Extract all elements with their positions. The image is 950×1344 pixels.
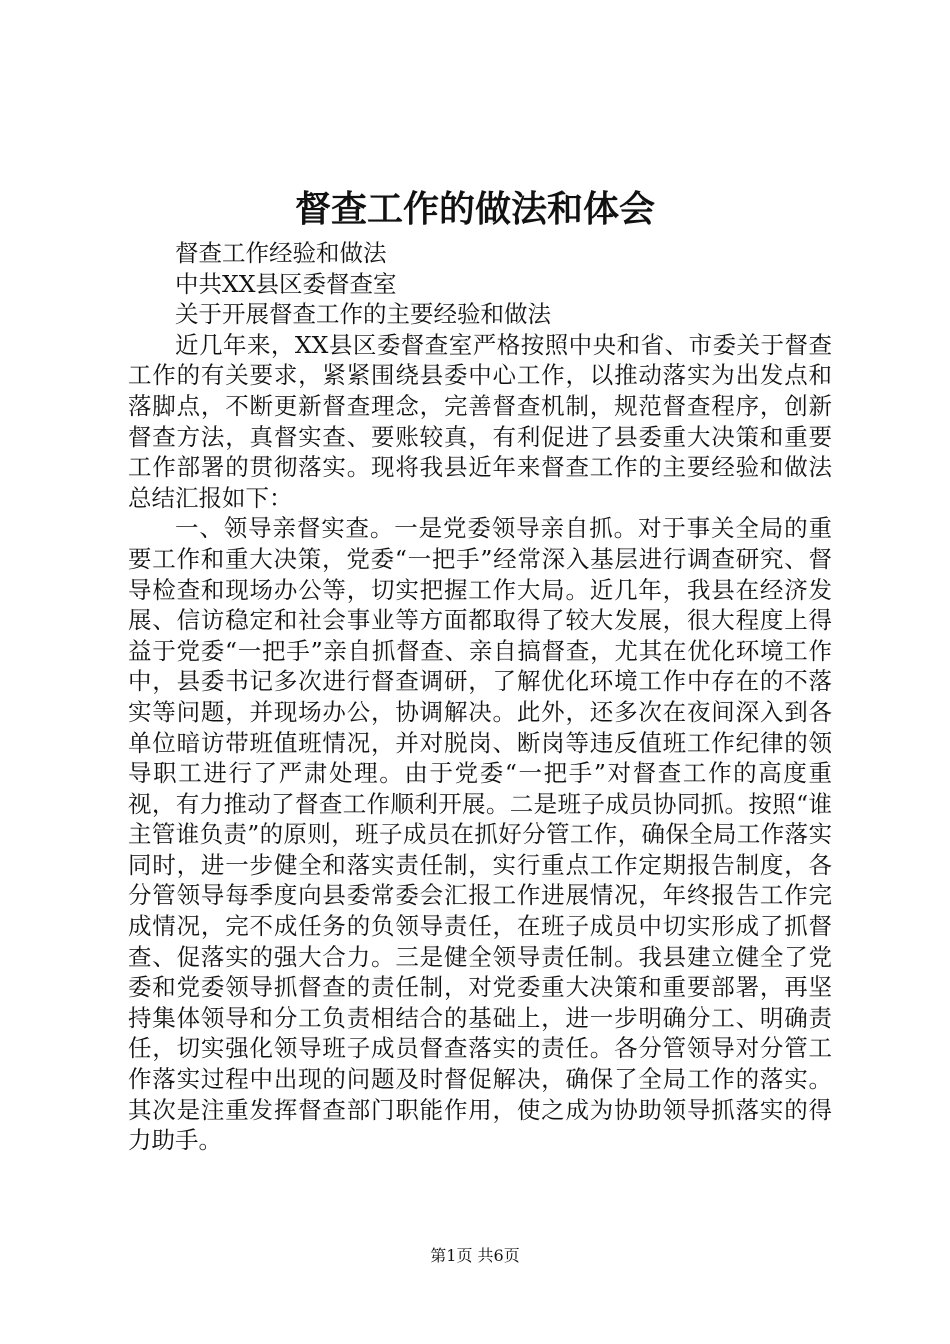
paragraph-intro: 近几年来，XX县区委督查室严格按照中央和省、市委关于督查工作的有关要求，紧紧围绕县委中心工作，以推动落实为出发点和落脚点，不断更新督查理念，完善督查机制，规范督查程序，创新督查方法，真督实查、要账较真，有利促进了县委重大决策和重要工作部署的贯彻落实。现将我县近年来督查工作的主要经验和做法总结汇报如下： (128, 330, 832, 512)
document-body (128, 238, 832, 1156)
document-title: 督查工作的做法和体会 (294, 188, 655, 230)
paragraph-subtitle: 督查工作经验和做法 (175, 239, 387, 267)
page-footer: 第1页 共6页 (430, 1246, 520, 1265)
paragraph-author: 中共XX县区委督查室 (175, 269, 397, 298)
paragraph-heading: 关于开展督查工作的主要经验和做法 (175, 300, 551, 329)
paragraph-section-one: 一、领导亲督实查。一是党委领导亲自抓。对于事关全局的重要工作和重大决策，党委“一把手”经常深入基层进行调查研究、督导检查和现场办公等，切实把握工作大局。近几年，我县在经济发展、信访稳定和社会事业等方面都取得了较大发展，很大程度上得益于党委“一把手”亲自抓督查、亲自搞督查，尤其在优化环境工作中，县委书记多次进行督查调研，了解优化环境工作中存在的不落实等问题，并现场办公，协调解决。此外，还多次在夜间深入到各单位暗访带班值班情况，并对脱岗、断岗等违反值班工作纪律的领导职工进行了严肃处理。由于党委“一把手”对督查工作的高度重视，有力推动了督查工作顺利开展。二是班子成员协同抓。按照“谁主管谁负责”的原则，班子成员在抓好分管工作，确保全局工作落实同时，进一步健全和落实责任制，实行重点工作定期报告制度，各分管领导每季度向县委常委会汇报工作进展情况，年终报告工作完成情况，完不成任务的负领导责任，在班子成员中切实形成了抓督查、促落实的强大合力。三是健全领导责任制。我县建立健全了党委和党委领导抓督查的责任制，对党委重大决策和重要部署，再坚持集体领导和分工负责相结合的基础上，进一步明确分工、明确责任，切实强化领导班子成员督查落实的责任。各分管领导对分管工作落实过程中出现的问题及时督促解决，确保了全局工作的落实。其次是注重发挥督查部门职能作用，使之成为协助领导抓落实的得力助手。 (128, 514, 832, 1155)
